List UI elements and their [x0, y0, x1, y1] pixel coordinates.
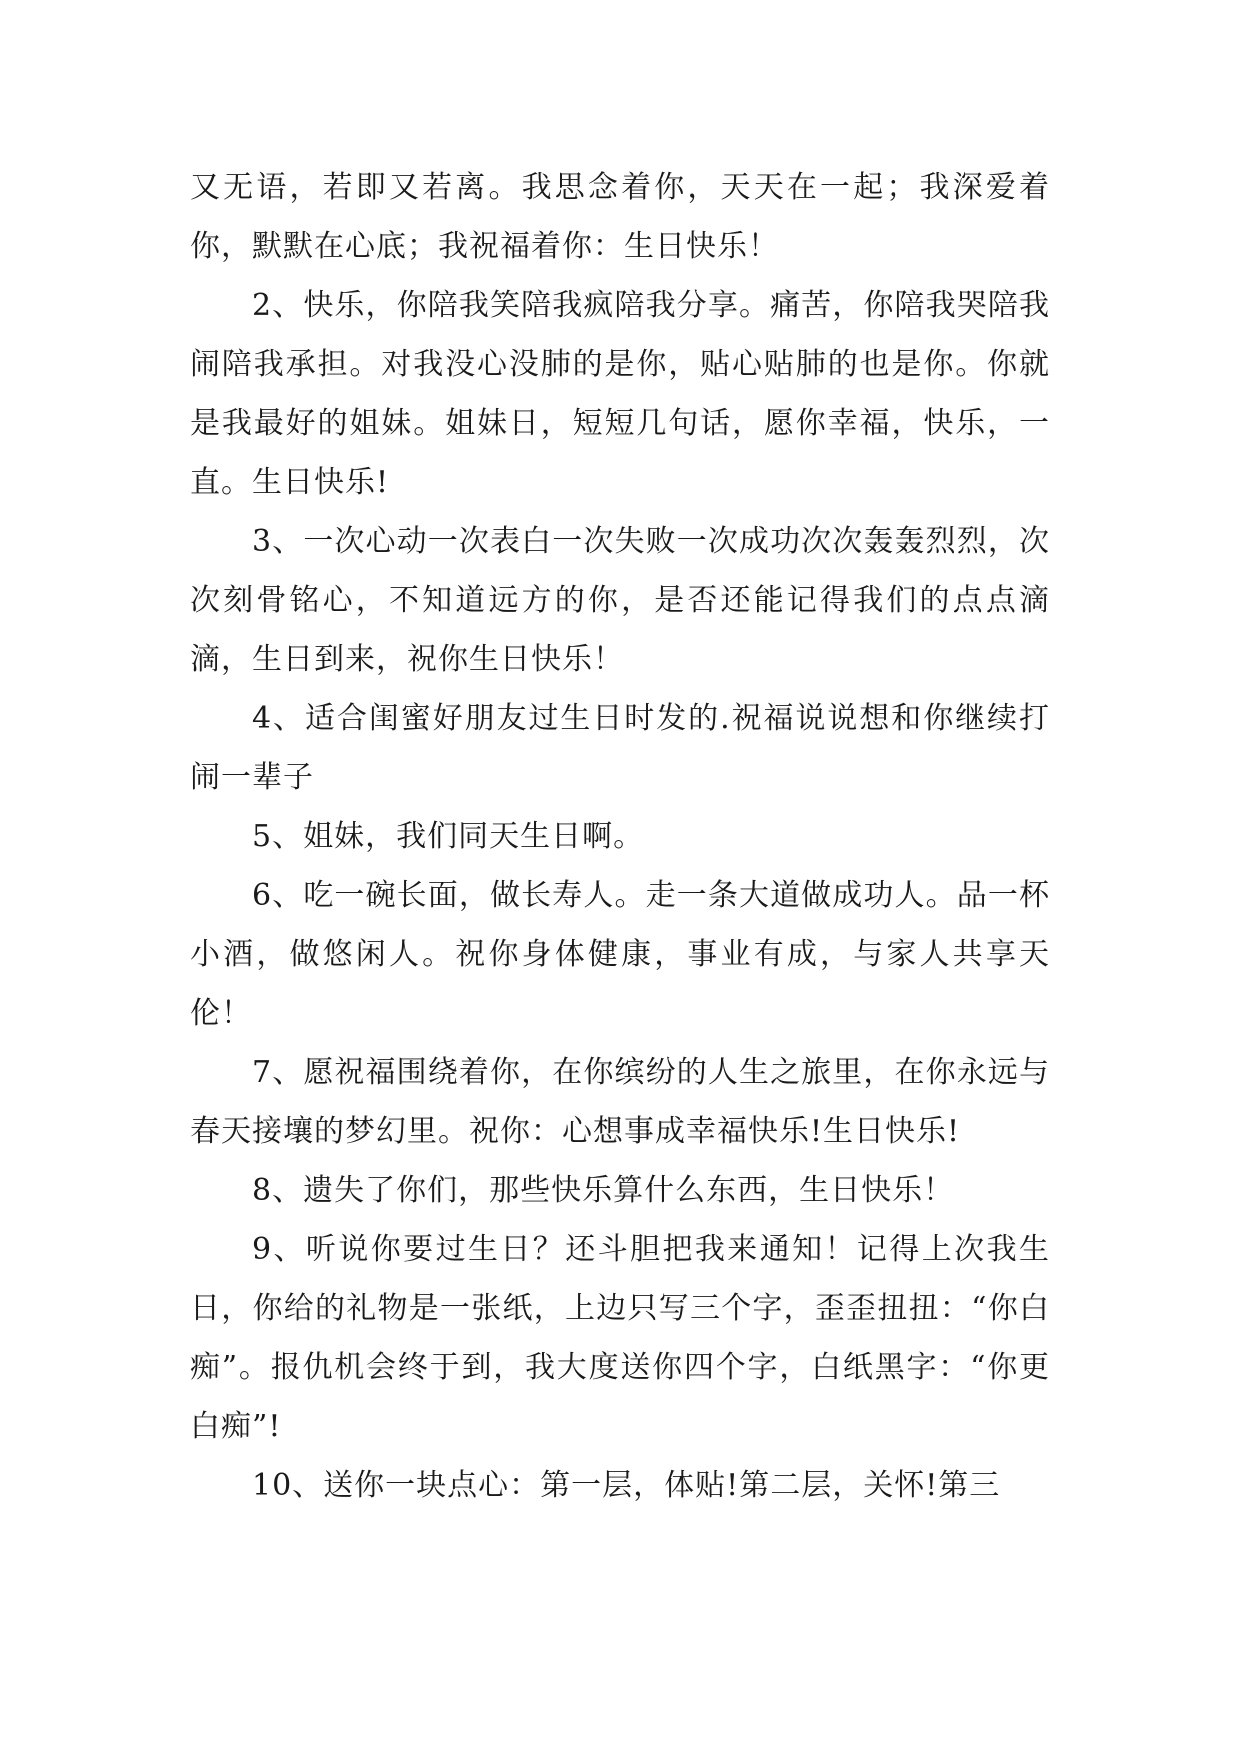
paragraph-5: 5、姐妹，我们同天生日啊。	[252, 819, 645, 854]
paragraph-8: 8、遗失了你们，那些快乐算什么东西，生日快乐！	[252, 1173, 955, 1208]
paragraph-6: 6、吃一碗长面，做长寿人。走一条大道做成功人。品一杯小酒，做悠闲人。祝你身体健康，事业有成，与家人共享天伦！	[190, 878, 1050, 1031]
paragraph-9: 9、听说你要过生日？还斗胆把我来通知！记得上次我生日，你给的礼物是一张纸，上边只写三个字，歪歪扭扭：“你白痴”。报仇机会终于到，我大度送你四个字，白纸黑字：“你更白痴”!	[190, 1232, 1050, 1444]
document-body	[190, 158, 1050, 1515]
paragraph-continued: 又无语，若即又若离。我思念着你，天天在一起；我深爱着你，默默在心底；我祝福着你：生日快乐！	[190, 170, 1050, 264]
paragraph-7: 7、愿祝福围绕着你，在你缤纷的人生之旅里，在你永远与春天接壤的梦幻里。祝你：心想事成幸福快乐!生日快乐!	[190, 1055, 1050, 1149]
paragraph-10: 10、送你一块点心：第一层，体贴!第二层，关怀!第三	[252, 1468, 1001, 1503]
paragraph-3: 3、一次心动一次表白一次失败一次成功次次轰轰烈烈，次次刻骨铭心，不知道远方的你，是否还能记得我们的点点滴滴，生日到来，祝你生日快乐！	[190, 524, 1050, 677]
paragraph-2: 2、快乐，你陪我笑陪我疯陪我分享。痛苦，你陪我哭陪我闹陪我承担。对我没心没肺的是你，贴心贴肺的也是你。你就是我最好的姐妹。姐妹日，短短几句话，愿你幸福，快乐，一直。生日快乐!	[190, 288, 1050, 500]
paragraph-4: 4、适合闺蜜好朋友过生日时发的.祝福说说想和你继续打闹一辈子	[190, 701, 1050, 795]
